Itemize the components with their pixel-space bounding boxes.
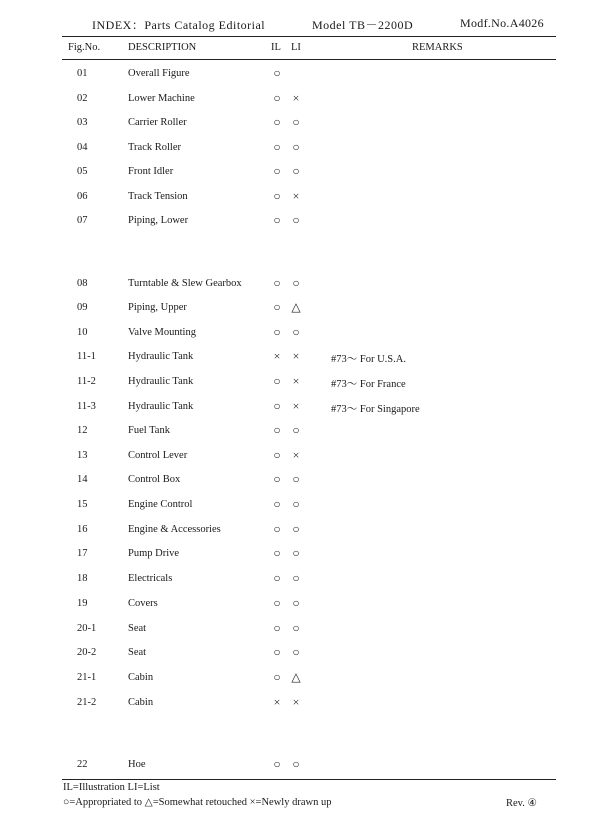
fig-number: 08 [77,278,88,289]
li-mark: ○ [292,546,300,560]
fig-number: 11-3 [77,401,96,412]
fig-number: 09 [77,302,88,313]
li-mark: △ [291,300,301,314]
fig-number: 19 [77,598,88,609]
part-description: Cabin [128,672,154,683]
fig-number: 01 [77,68,88,79]
table-row [0,347,600,369]
part-description: Pump Drive [128,548,180,559]
fig-number: 11-2 [77,376,96,387]
table-row [0,323,600,345]
fig-number: 13 [77,450,88,461]
part-description: Piping, Upper [128,302,187,313]
fig-number: 16 [77,524,88,535]
li-mark: ○ [292,571,300,585]
table-row [0,569,600,591]
il-mark: ○ [273,621,281,635]
fig-number: 11-1 [77,351,96,362]
table-row [0,64,600,86]
table-row [0,89,600,111]
part-description: Track Roller [128,142,181,153]
il-mark: ○ [273,670,281,684]
table-row [0,372,600,394]
modification-number: Modf.No.A4026 [460,16,544,30]
li-mark: ○ [292,325,300,339]
table-row [0,274,600,296]
li-mark: ○ [292,757,300,771]
remarks-text: #73～ For U.S.A. [331,354,406,365]
revision-number: Rev. ④ [506,798,537,809]
li-mark: ○ [292,276,300,290]
il-mark: ○ [273,213,281,227]
fig-number: 02 [77,93,88,104]
table-row [0,113,600,135]
fig-number: 22 [77,759,88,770]
part-description: Control Lever [128,450,188,461]
il-mark: × [273,695,281,709]
part-description: Engine & Accessories [128,524,221,535]
li-mark: ○ [292,621,300,635]
il-mark: × [273,349,281,363]
li-mark: ○ [292,472,300,486]
table-row [0,594,600,616]
table-row [0,446,600,468]
li-mark: ○ [292,140,300,154]
part-description: Covers [128,598,158,609]
index-title: INDEX：Parts Catalog Editorial [92,18,266,32]
il-mark: ○ [273,645,281,659]
part-description: Cabin [128,697,154,708]
fig-number: 06 [77,191,88,202]
il-mark: ○ [273,276,281,290]
table-row [0,298,600,320]
remarks-text: #73～ For France [331,379,406,390]
part-description: Seat [128,623,147,634]
part-description: Engine Control [128,499,193,510]
column-header-remarks: REMARKS [412,42,463,53]
il-mark: ○ [273,423,281,437]
legend-line-symbols: ○=Appropriated to △=Somewhat retouched ×=Newly drawn up [63,797,332,808]
il-mark: ○ [273,325,281,339]
li-mark: × [292,349,300,363]
fig-number: 17 [77,548,88,559]
column-header-il: IL [271,42,281,53]
fig-number: 12 [77,425,88,436]
fig-number: 18 [77,573,88,584]
table-row [0,187,600,209]
table-row [0,668,600,690]
fig-number: 14 [77,474,88,485]
fig-number: 05 [77,166,88,177]
fig-number: 10 [77,327,88,338]
li-mark: ○ [292,522,300,536]
li-mark: ○ [292,115,300,129]
table-row [0,495,600,517]
table-row [0,520,600,542]
fig-number: 20-2 [77,647,97,658]
table-row [0,397,600,419]
part-description: Hydraulic Tank [128,376,194,387]
fig-number: 21-2 [77,697,97,708]
il-mark: ○ [273,66,281,80]
il-mark: ○ [273,522,281,536]
part-description: Hoe [128,759,146,770]
fig-number: 20-1 [77,623,97,634]
column-header-rule [62,59,556,60]
fig-number: 07 [77,215,88,226]
il-mark: ○ [273,140,281,154]
table-row [0,162,600,184]
fig-number: 04 [77,142,88,153]
remarks-text: #73～ For Singapore [331,404,420,415]
model-label: Model TB－2200D [312,18,414,32]
li-mark: ○ [292,423,300,437]
li-mark: ○ [292,497,300,511]
part-description: Overall Figure [128,68,190,79]
li-mark: ○ [292,213,300,227]
part-description: Hydraulic Tank [128,401,194,412]
part-description: Turntable & Slew Gearbox [128,278,242,289]
li-mark: × [292,399,300,413]
li-mark: × [292,189,300,203]
li-mark: ○ [292,645,300,659]
table-row [0,211,600,233]
part-description: Valve Mounting [128,327,196,338]
li-mark: △ [291,670,301,684]
table-row [0,693,600,715]
fig-number: 03 [77,117,88,128]
li-mark: ○ [292,164,300,178]
li-mark: × [292,448,300,462]
table-row [0,544,600,566]
il-mark: ○ [273,399,281,413]
table-row [0,138,600,160]
part-description: Carrier Roller [128,117,187,128]
column-header-fig-no: Fig.No. [68,42,101,53]
part-description: Seat [128,647,147,658]
il-mark: ○ [273,189,281,203]
il-mark: ○ [273,91,281,105]
il-mark: ○ [273,300,281,314]
part-description: Piping, Lower [128,215,189,226]
li-mark: × [292,374,300,388]
part-description: Track Tension [128,191,188,202]
part-description: Fuel Tank [128,425,170,436]
part-description: Lower Machine [128,93,195,104]
column-header-description: DESCRIPTION [128,42,197,53]
fig-number: 15 [77,499,88,510]
table-row [0,755,600,777]
il-mark: ○ [273,448,281,462]
part-description: Front Idler [128,166,174,177]
table-row [0,421,600,443]
legend-top-rule [62,779,556,780]
part-description: Control Box [128,474,181,485]
header-top-rule [62,36,556,37]
part-description: Hydraulic Tank [128,351,194,362]
table-row [0,470,600,492]
table-row [0,619,600,641]
il-mark: ○ [273,472,281,486]
li-mark: × [292,91,300,105]
il-mark: ○ [273,571,281,585]
fig-number: 21-1 [77,672,97,683]
li-mark: ○ [292,596,300,610]
table-row [0,643,600,665]
legend-line-abbreviations: IL=Illustration LI=List [63,782,160,793]
il-mark: ○ [273,497,281,511]
il-mark: ○ [273,757,281,771]
il-mark: ○ [273,164,281,178]
il-mark: ○ [273,596,281,610]
li-mark: × [292,695,300,709]
part-description: Electricals [128,573,173,584]
il-mark: ○ [273,546,281,560]
il-mark: ○ [273,115,281,129]
il-mark: ○ [273,374,281,388]
column-header-li: LI [291,42,301,53]
